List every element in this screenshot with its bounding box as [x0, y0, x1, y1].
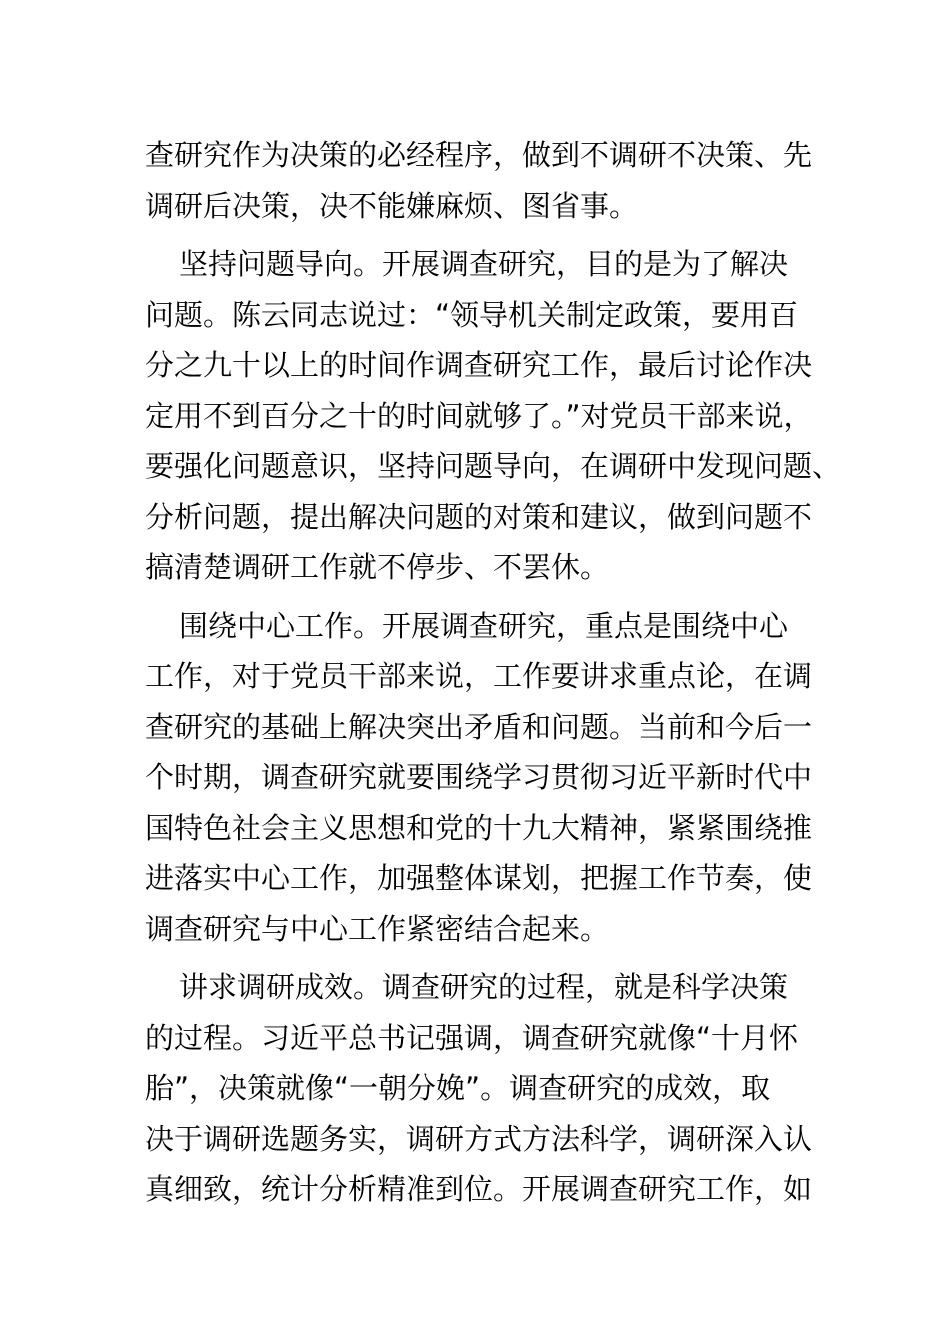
paragraph-problem-oriented	[145, 239, 842, 593]
text-line: 讲求调研成效。调查研究的过程，就是科学决策	[179, 970, 789, 1004]
paragraph-continuation	[145, 130, 815, 231]
text-line: 问题。陈云同志说过：“领导机关制定政策，要用百	[145, 297, 799, 332]
text-line: 调研后决策，决不能嫌麻烦、图省事。	[145, 188, 639, 223]
text-line: 坚持问题导向。开展调查研究，目的是为了解决	[179, 247, 789, 281]
text-line: 胎”，决策就像“一朝分娩”。调查研究的成效，取	[145, 1071, 771, 1105]
text-line: 搞清楚调研工作就不停步、不罢休。	[145, 550, 610, 584]
text-line: 围绕中心工作。开展调查研究，重点是围绕中心	[179, 608, 789, 643]
text-line: 进落实中心工作，加强整体谋划，把握工作节奏，使	[145, 861, 813, 895]
text-line: 定用不到百分之十的时间就够了。”对党员干部来说，	[145, 398, 813, 433]
paragraph-research-results	[145, 962, 815, 1215]
text-line: 查研究作为决策的必经程序，做到不调研不决策、先	[145, 138, 813, 172]
document-body	[145, 130, 842, 1223]
text-line: 决于调研选题务实，调研方式方法科学，调研深入认	[145, 1121, 813, 1156]
text-line: 查研究的基础上解决突出矛盾和问题。当前和今后一	[145, 709, 813, 744]
text-line: 的过程。习近平总书记强调，调查研究就像“十月怀	[145, 1020, 799, 1055]
text-line: 个时期，调查研究就要围绕学习贯彻习近平新时代中	[145, 760, 813, 794]
text-line: 调查研究与中心工作紧密结合起来。	[145, 911, 610, 946]
text-line: 工作，对于党员干部来说，工作要讲求重点论，在调	[145, 659, 813, 693]
paragraph-central-work	[145, 601, 815, 955]
text-line: 国特色社会主义思想和党的十九大精神，紧紧围绕推	[145, 810, 813, 845]
text-line: 分析问题，提出解决问题的对策和建议，做到问题不	[145, 499, 813, 534]
text-line: 真细致，统计分析精准到位。开展调查研究工作，如	[145, 1172, 813, 1206]
text-line: 要强化问题意识，坚持问题导向，在调研中发现问题、	[145, 449, 842, 483]
text-line: 分之九十以上的时间作调查研究工作，最后讨论作决	[145, 348, 813, 382]
